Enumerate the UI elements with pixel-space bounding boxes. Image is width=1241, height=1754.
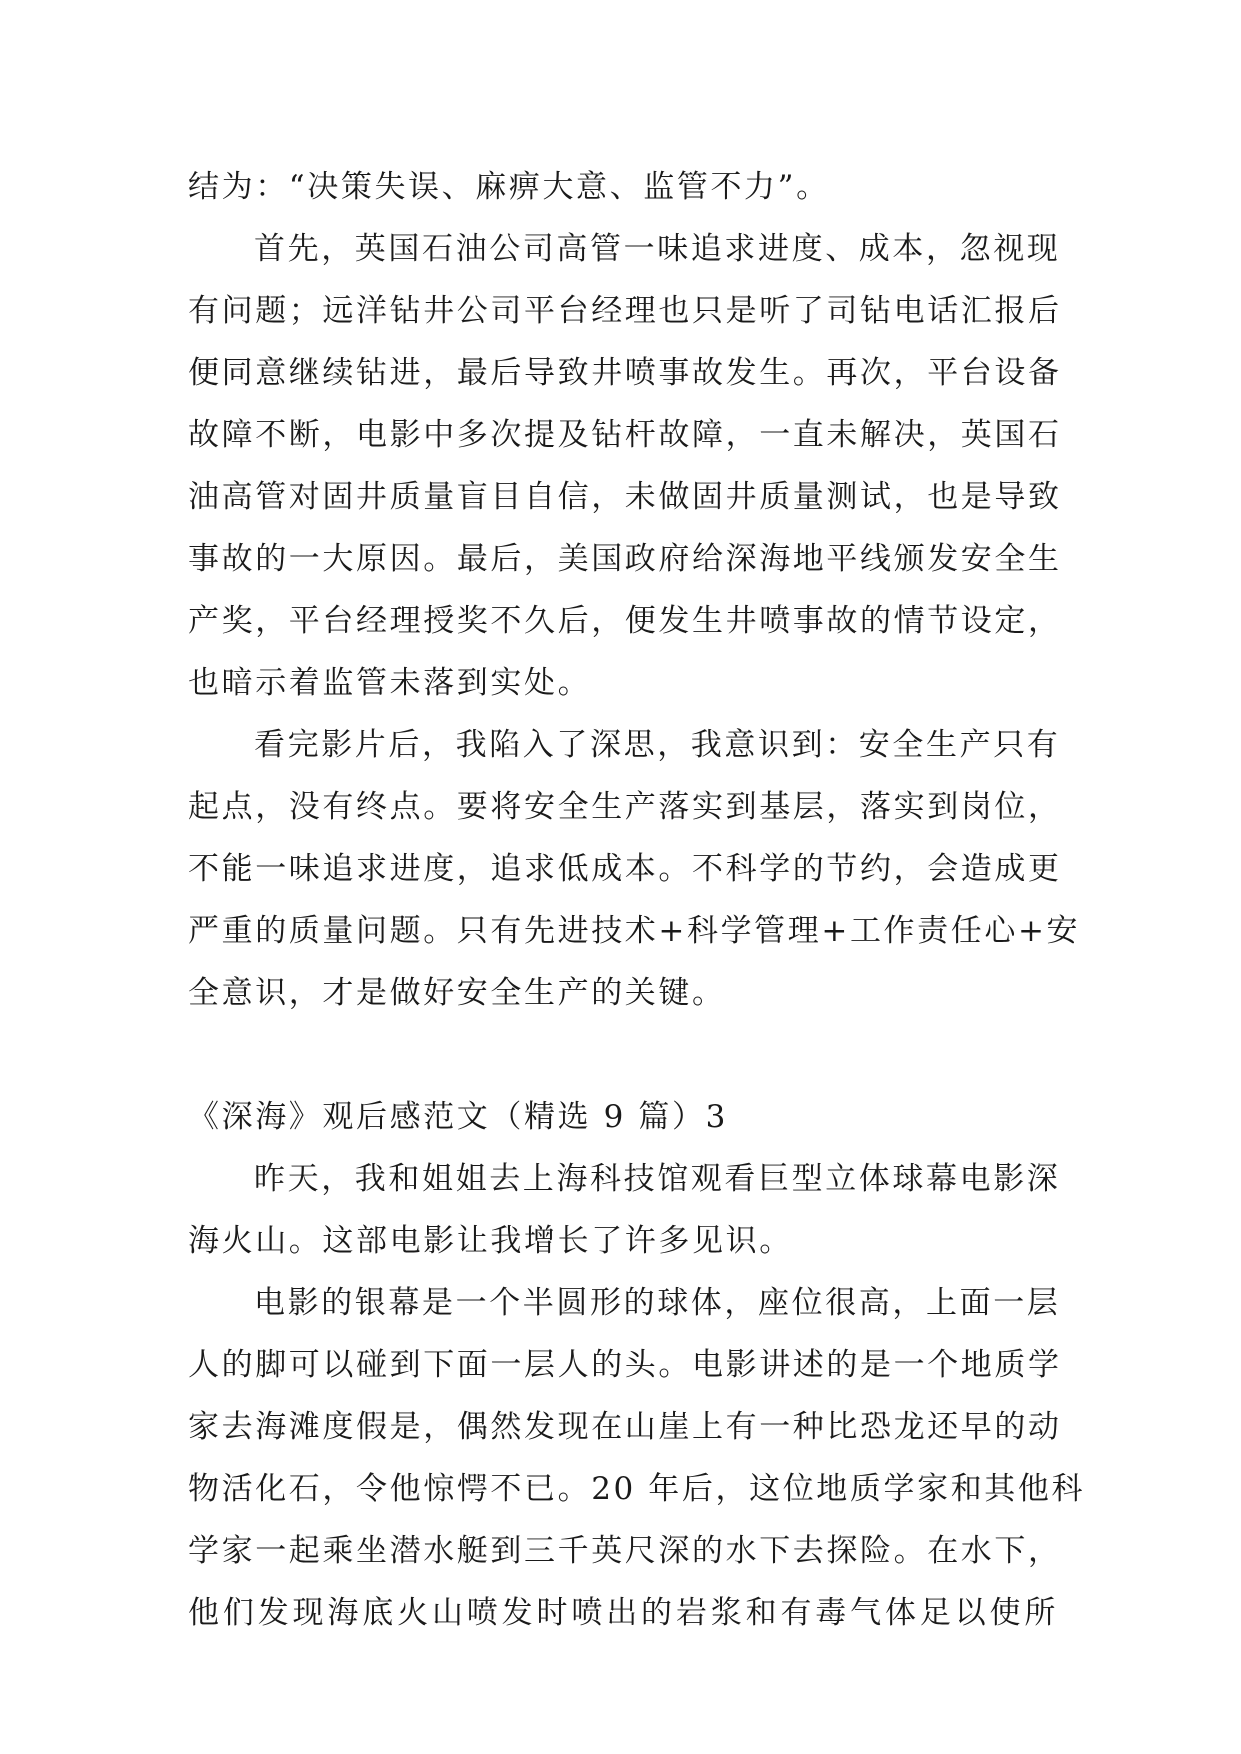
text-line: 事故的一大原因。最后，美国政府给深海地平线颁发安全生 — [188, 541, 1062, 577]
paragraph-gap — [188, 1024, 1058, 1086]
text-line: 全意识，才是做好安全生产的关键。 — [188, 975, 726, 1011]
text-line: 严重的质量问题。只有先进技术+科学管理+工作责任心+安 — [188, 913, 1081, 949]
document-body — [188, 156, 1086, 1644]
text-line: 电影的银幕是一个半圆形的球体，座位很高，上面一层 — [254, 1285, 1061, 1321]
text-line: 首先，英国石油公司高管一味追求进度、成本，忽视现 — [254, 231, 1061, 267]
text-line: 昨天，我和姐姐去上海科技馆观看巨型立体球幕电影深 — [254, 1161, 1061, 1197]
text-line: 学家一起乘坐潜水艇到三千英尺深的水下去探险。在水下， — [188, 1533, 1062, 1569]
text-line: 不能一味追求进度，追求低成本。不科学的节约，会造成更 — [188, 851, 1062, 887]
text-line: 他们发现海底火山喷发时喷出的岩浆和有毒气体足以使所 — [188, 1595, 1058, 1631]
text-line: 油高管对固井质量盲目自信，未做固井质量测试，也是导致 — [188, 479, 1062, 515]
text-line: 结为：“决策失误、麻痹大意、监管不力”。 — [188, 169, 830, 205]
text-line: 产奖，平台经理授奖不久后，便发生井喷事故的情节设定， — [188, 603, 1062, 639]
section-heading: 《深海》观后感范文（精选 9 篇）3 — [188, 1099, 728, 1135]
text-line: 起点，没有终点。要将安全生产落实到基层，落实到岗位， — [188, 789, 1062, 825]
text-line: 也暗示着监管未落到实处。 — [188, 665, 592, 701]
text-line: 海火山。这部电影让我增长了许多见识。 — [188, 1223, 793, 1259]
text-line: 有问题；远洋钻井公司平台经理也只是听了司钻电话汇报后 — [188, 293, 1062, 329]
text-line: 故障不断，电影中多次提及钻杆故障，一直未解决，英国石 — [188, 417, 1062, 453]
text-line: 便同意继续钻进，最后导致井喷事故发生。再次，平台设备 — [188, 355, 1062, 391]
text-line: 看完影片后，我陷入了深思，我意识到：安全生产只有 — [254, 727, 1061, 763]
text-line: 家去海滩度假是，偶然发现在山崖上有一种比恐龙还早的动 — [188, 1409, 1062, 1445]
text-line: 人的脚可以碰到下面一层人的头。电影讲述的是一个地质学 — [188, 1347, 1062, 1383]
text-line: 物活化石，令他惊愕不已。20 年后，这位地质学家和其他科 — [188, 1471, 1086, 1507]
